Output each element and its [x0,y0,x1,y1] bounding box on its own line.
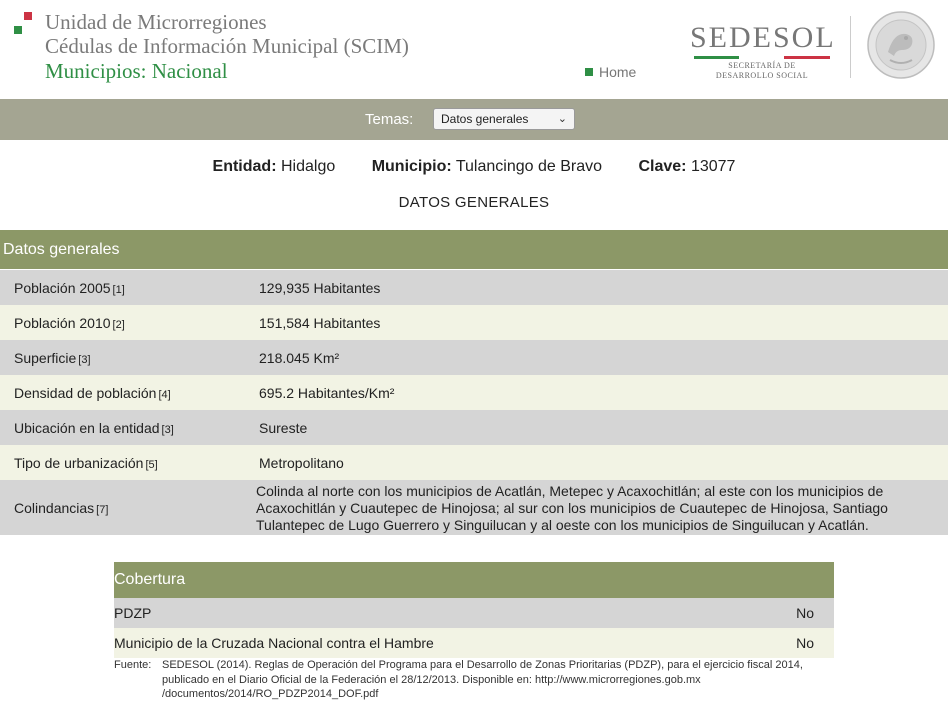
reference-link[interactable]: [7] [96,504,109,516]
table-row [0,445,948,480]
row-value: No [796,635,814,651]
reference-link[interactable]: [1] [112,284,125,296]
reference-link[interactable]: [3] [78,354,91,366]
microrregiones-logo-icon [14,12,34,40]
reference-link[interactable]: [3] [161,424,174,436]
municipio-value: Tulancingo de Bravo [455,158,603,175]
row-value: 129,935 Habitantes [259,280,381,296]
table-row [114,598,834,628]
row-label: PDZP [114,605,152,621]
reference-link[interactable]: [4] [158,389,171,401]
table-row [0,305,948,340]
temas-select[interactable] [433,108,575,130]
row-label: Densidad de población [4] [14,385,171,401]
temas-select-value: Datos generales [441,112,529,126]
entity-info [0,158,948,176]
table-row [0,410,948,445]
row-value: Sureste [259,420,308,436]
municipio-group [372,158,602,176]
table-row [0,480,948,535]
datos-generales-header: Datos generales [0,230,948,269]
coat-of-arms-seal-icon [866,10,936,80]
row-value: Metropolitano [259,455,344,471]
table-row [114,628,834,658]
table-row [0,340,948,375]
sedesol-logo[interactable] [690,22,834,81]
row-label: Población 2005 [1] [14,280,125,296]
source-label: Fuente: [114,659,152,671]
home-link[interactable] [585,64,636,80]
home-link-label: Home [599,64,637,80]
row-value: 218.045 Km² [259,350,340,366]
row-value: No [796,605,814,621]
header-title-scim: Cédulas de Información Municipal (SCIM) [45,34,409,58]
entidad-value: Hidalgo [280,158,336,175]
sedesol-logo-stripe [694,56,830,59]
clave-value: 13077 [690,158,736,175]
row-label: Municipio de la Cruzada Nacional contra el Hambre [114,635,434,651]
row-value: 151,584 Habitantes [259,315,381,331]
row-label: Población 2010 [2] [14,315,125,331]
temas-label: Temas: [365,111,414,128]
reference-link[interactable]: [5] [145,459,158,471]
table-row [0,270,948,305]
row-label: Ubicación en la entidad [3] [14,420,174,436]
row-label: Superficie [3] [14,350,91,366]
clave-group [638,158,735,176]
row-label: Colindancias [7] [14,500,109,516]
source-text: SEDESOL (2014). Reglas de Operación del Programa para el Desarrollo de Zonas Prioritarias (PDZP), para el ejercicio fiscal 2014, publicado en el Diario Oficial de la Federación el 28/12/2013. Disponible en: http://www.microrregiones.gob.mx /documentos/2014/RO_PDZP2014_DOF.pdf [162,659,803,700]
reference-link[interactable]: [2] [112,319,125,331]
clave-label: Clave: [638,158,687,175]
sedesol-logo-sub1: SECRETARÍA DE [728,61,796,70]
header-title-unidad: Unidad de Microrregiones [45,10,267,34]
sedesol-logo-title: SEDESOL [690,21,836,54]
entidad-group [213,158,336,176]
entidad-label: Entidad: [212,158,277,175]
row-label: Tipo de urbanización [5] [14,455,158,471]
temas-bar [0,99,948,140]
row-value: 695.2 Habitantes/Km² [259,385,395,401]
home-bullet-icon [585,68,593,76]
sedesol-logo-sub2: DESARROLLO SOCIAL [715,71,809,80]
colindancias-value: Colinda al norte con los municipios de Acatlán, Metepec y Acaxochitlán; al este con los municipios de Acaxochitlán y Cuautepec de Hinojosa; al sur con los municipios de Cuautepec de Hinojosa, Santiago Tulantepec de Lugo Guerrero y Singuilucan y al oeste con los municipios de Singuilucan y Acatlán. [256,483,888,533]
chevron-down-icon: ⌄ [557,113,567,125]
municipio-label: Municipio: [371,158,452,175]
section-title: DATOS GENERALES [398,194,550,211]
cobertura-header: Cobertura [114,562,834,598]
header-divider [850,16,851,78]
header-title-municipios[interactable]: Municipios: Nacional [45,59,228,83]
page-header [0,0,948,99]
table-row [0,375,948,410]
